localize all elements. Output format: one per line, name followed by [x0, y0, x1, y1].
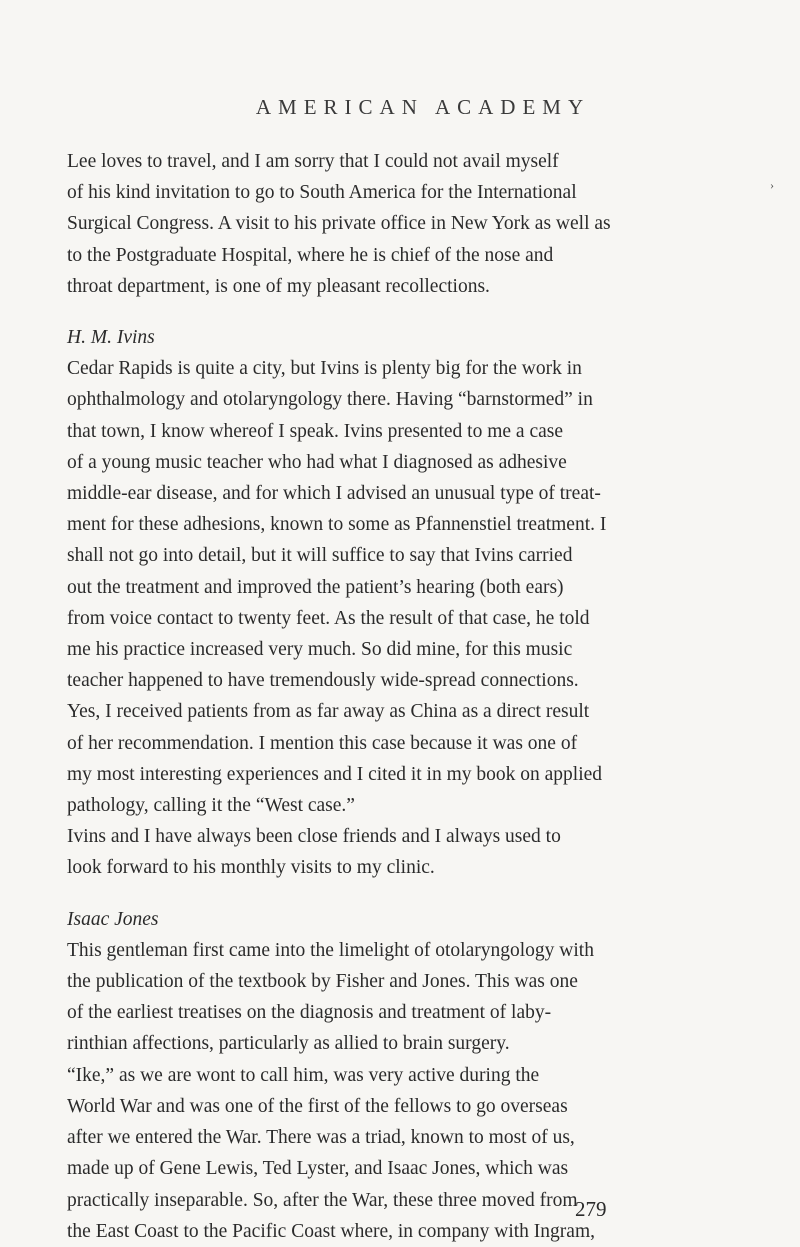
- paragraph-lee: [67, 146, 739, 302]
- text-line: shall not go into detail, but it will suffice to say that Ivins carried: [67, 545, 573, 567]
- text-line: of the earliest treatises on the diagnosis and treatment of laby-: [67, 1002, 552, 1024]
- text-line: my most interesting experiences and I cited it in my book on applied: [67, 763, 603, 785]
- text-line: the East Coast to the Pacific Coast where, in company with Ingram,: [67, 1220, 595, 1242]
- text-line: ophthalmology and otolaryngology there. Having “barnstormed” in: [67, 389, 593, 411]
- text-line: of his kind invitation to go to South America for the International: [67, 182, 577, 204]
- text-line: of her recommendation. I mention this case because it was one of: [67, 732, 578, 754]
- text-line: ment for these adhesions, known to some as Pfannenstiel treatment. I: [67, 514, 607, 536]
- text-line: pathology, calling it the “West case.”: [67, 795, 355, 817]
- book-page: [67, 95, 739, 1247]
- text-line: Surgical Congress. A visit to his private office in New York as well as: [67, 213, 611, 235]
- text-line: rinthian affections, particularly as allied to brain surgery.: [67, 1033, 510, 1055]
- text-line: This gentleman first came into the limelight of otolaryngology with: [67, 939, 594, 961]
- page-number: 279: [575, 1197, 607, 1221]
- text-line: look forward to his monthly visits to my clinic.: [67, 857, 435, 879]
- text-line: after we entered the War. There was a triad, known to most of us,: [67, 1127, 575, 1149]
- text-line: World War and was one of the first of the fellows to go overseas: [67, 1095, 568, 1117]
- text-line: practically inseparable. So, after the War, these three moved from: [67, 1189, 578, 1211]
- text-line: throat department, is one of my pleasant recollections.: [67, 275, 490, 297]
- running-head: AMERICAN ACADEMY: [255, 95, 591, 119]
- text-line: Cedar Rapids is quite a city, but Ivins is plenty big for the work in: [67, 358, 582, 380]
- text-line: to the Postgraduate Hospital, where he is chief of the nose and: [67, 244, 554, 266]
- text-line: me his practice increased very much. So did mine, for this music: [67, 639, 573, 661]
- text-line: of a young music teacher who had what I diagnosed as adhesive: [67, 451, 567, 473]
- section-heading-ivins: H. M. Ivins: [67, 327, 155, 349]
- text-line: Lee loves to travel, and I am sorry that I could not avail myself: [67, 151, 559, 172]
- paragraph-jones: [67, 935, 739, 1247]
- text-line: that town, I know whereof I speak. Ivins presented to me a case: [67, 420, 564, 442]
- text-line: teacher happened to have tremendously wide-spread connections.: [67, 670, 579, 692]
- text-line: “Ike,” as we are wont to call him, was very active during the: [67, 1064, 540, 1086]
- text-line: middle-ear disease, and for which I advised an unusual type of treat-: [67, 483, 601, 505]
- paragraph-ivins: [67, 353, 739, 883]
- margin-mark: ›: [770, 178, 774, 192]
- section-heading-jones: Isaac Jones: [67, 908, 159, 930]
- text-line: from voice contact to twenty feet. As the result of that case, he told: [67, 607, 590, 629]
- text-line: the publication of the textbook by Fisher and Jones. This was one: [67, 971, 578, 993]
- text-line: Ivins and I have always been close friends and I always used to: [67, 826, 561, 848]
- text-line: out the treatment and improved the patient’s hearing (both ears): [67, 576, 564, 598]
- text-line: made up of Gene Lewis, Ted Lyster, and Isaac Jones, which was: [67, 1158, 569, 1180]
- text-line: Yes, I received patients from as far away as China as a direct result: [67, 701, 590, 723]
